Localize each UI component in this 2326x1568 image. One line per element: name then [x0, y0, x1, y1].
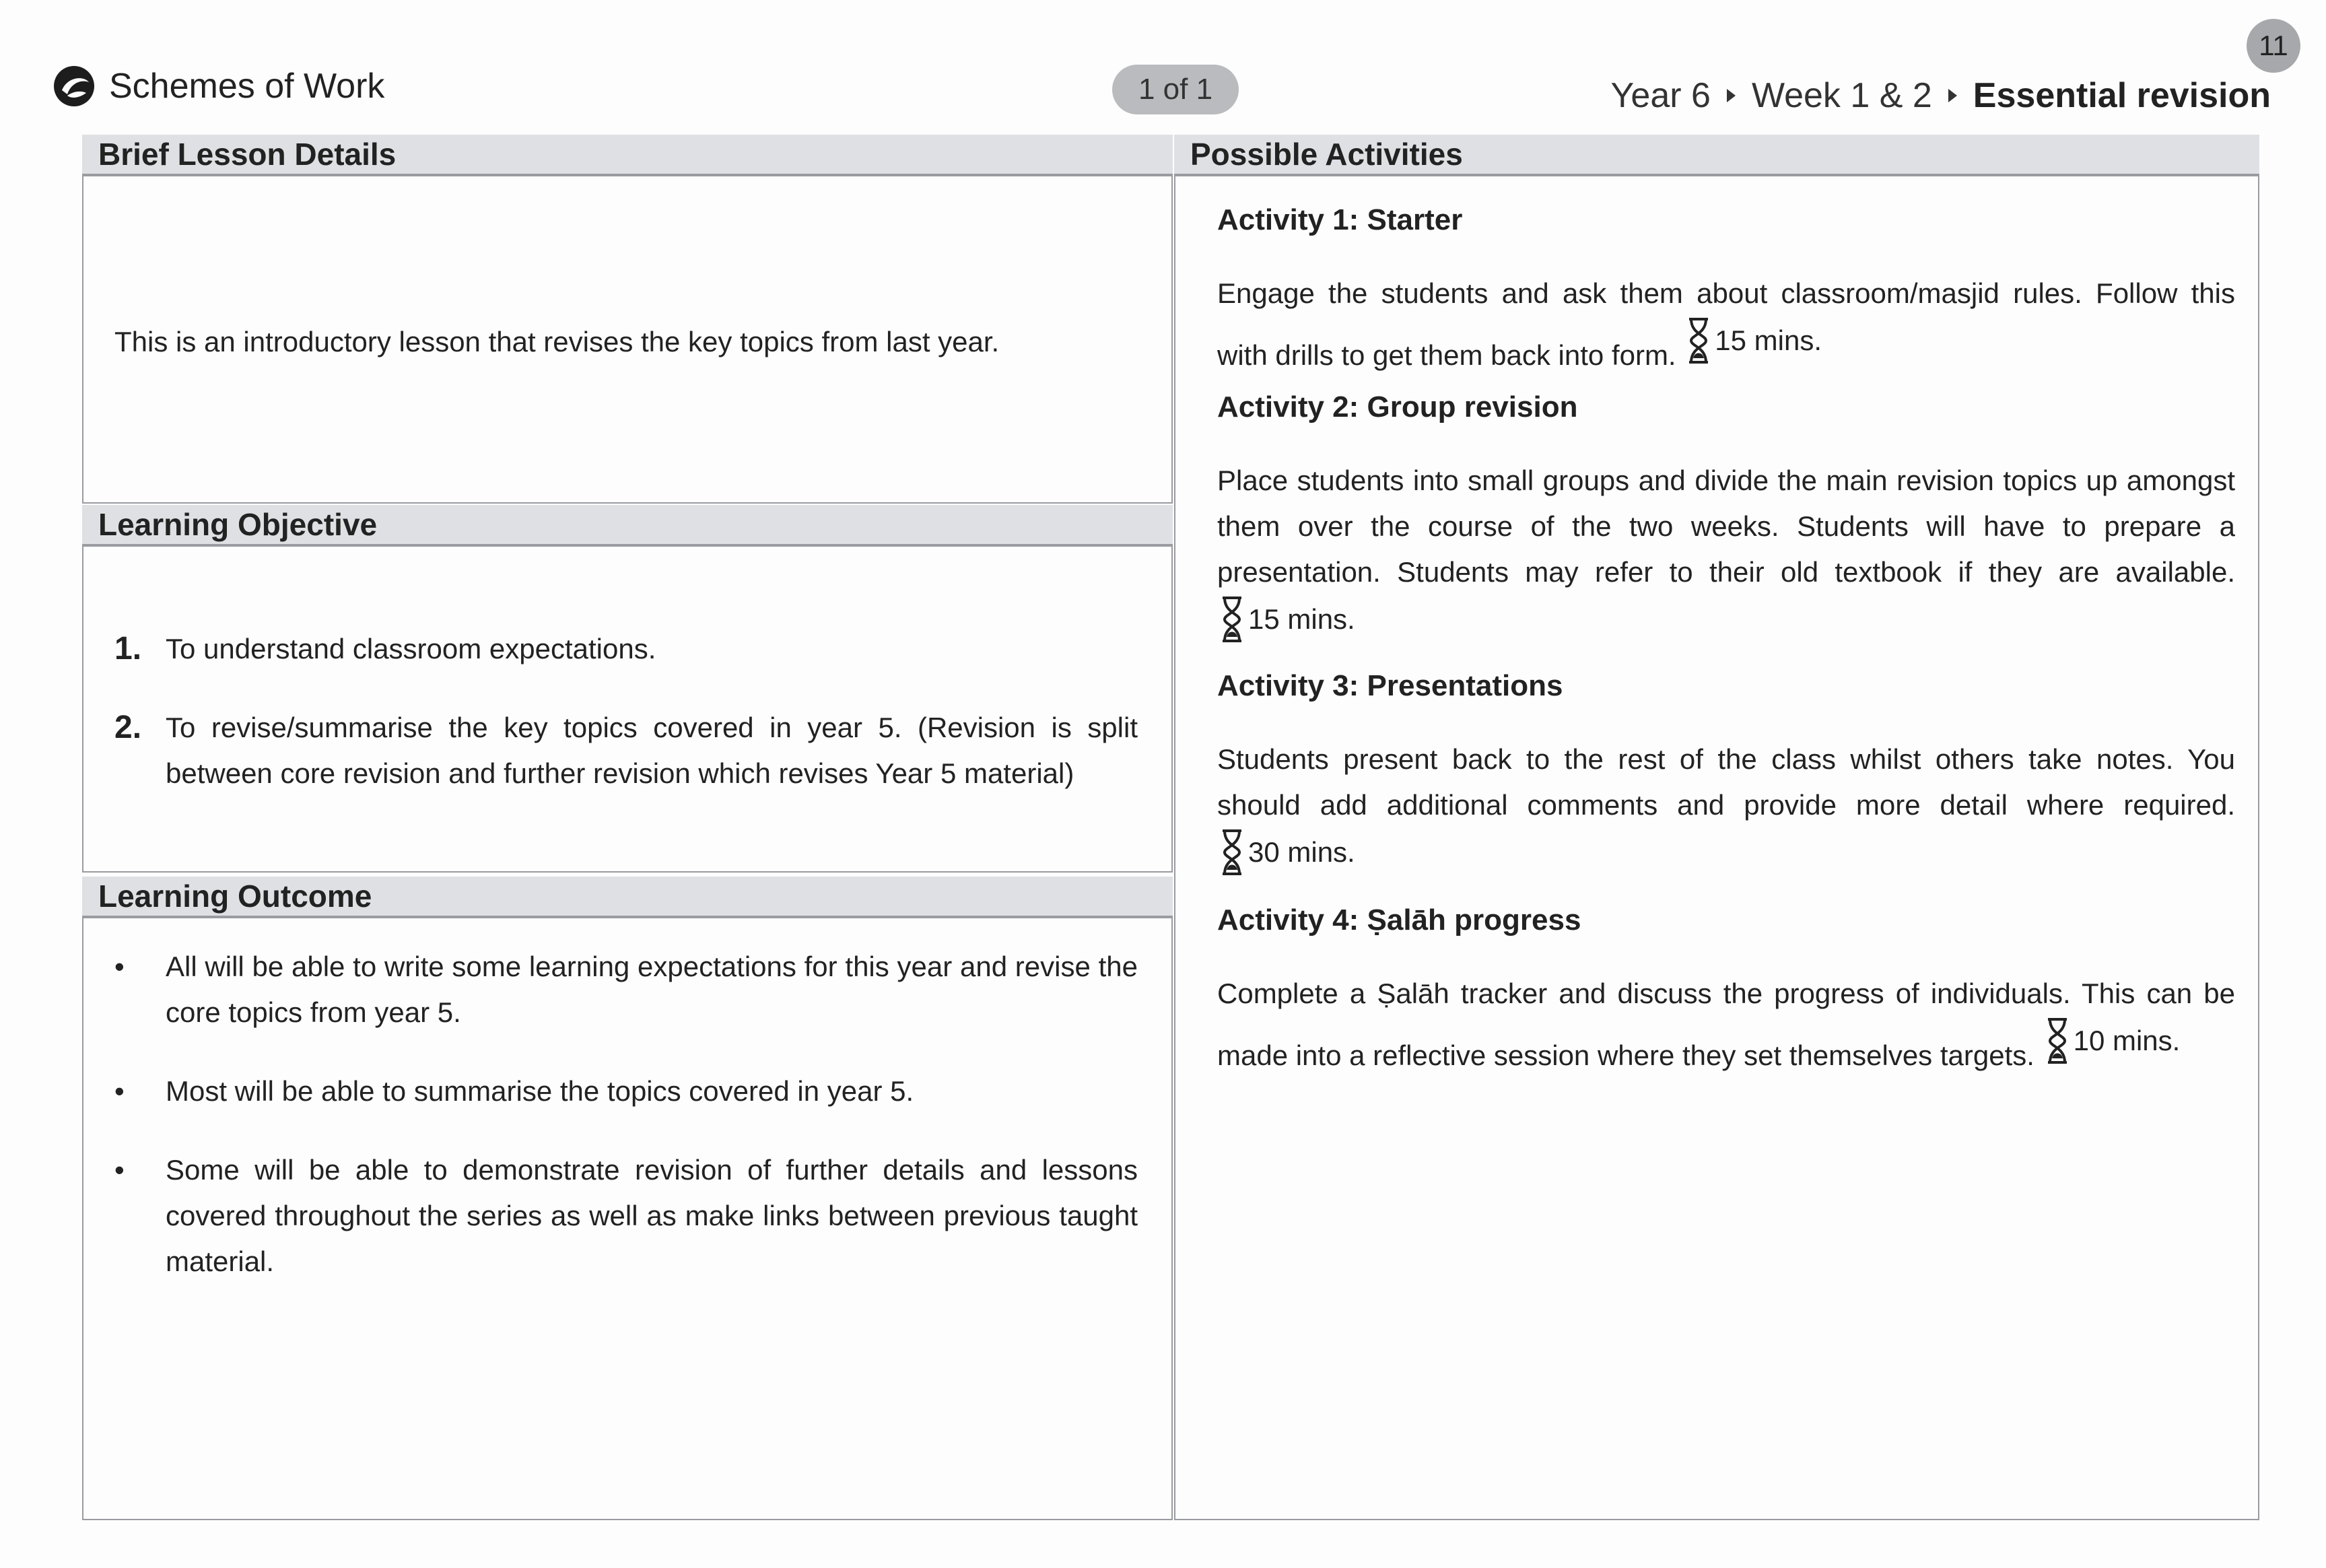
activity-timer — [1217, 595, 1355, 644]
learning-objective-header: Learning Objective — [82, 505, 1173, 545]
outcome-text: All will be able to write some learning expectations for this year and revise the core topics from year 5. — [166, 951, 1138, 1028]
objective-number: 2. — [114, 710, 142, 745]
activity-time: 15 mins. — [1715, 325, 1822, 356]
activity-title: Activity 2: Group revision — [1217, 390, 1578, 423]
possible-activities-header: Possible Activities — [1174, 135, 2259, 175]
breadcrumb — [1611, 75, 2271, 116]
brand-name: Schemes of Work — [109, 67, 385, 106]
activity-text: Place students into small groups and divide the main revision topics up amongst them over the course of the two weeks. Students will have to prepare a presentation. Students may refer to their old textbook if they are available. — [1217, 465, 2235, 588]
hourglass-icon — [1685, 316, 1712, 365]
hourglass-icon — [1219, 828, 1245, 877]
activity-title: Activity 1: Starter — [1217, 203, 1463, 236]
page-indicator: 1 of 1 — [1112, 65, 1239, 114]
activity-body — [1217, 737, 2235, 890]
activity-body — [1217, 971, 2235, 1079]
activity-time: 30 mins. — [1248, 836, 1355, 868]
activity-text: Students present back to the rest of the class whilst others take notes. You should add additional comments and provide more detail where required. — [1217, 743, 2235, 821]
activity-body — [1217, 271, 2235, 378]
bullet: • — [114, 1075, 125, 1107]
objective-item — [114, 705, 1138, 796]
breadcrumb-year: Year 6 — [1610, 76, 1711, 115]
breadcrumb-week: Week 1 & 2 — [1751, 76, 1932, 115]
breadcrumb-current: Essential revision — [1973, 76, 2271, 115]
outcome-item — [114, 1147, 1138, 1285]
hourglass-icon — [1219, 595, 1245, 644]
activity-text: Engage the students and ask them about classroom/masjid rules. Follow this with drills to get them back into form. — [1217, 277, 2235, 371]
activity-timer — [1217, 828, 1355, 877]
bullet: • — [114, 951, 125, 982]
page-number: 11 — [2247, 19, 2300, 73]
outcome-item — [114, 944, 1138, 1035]
brand-logo-icon — [53, 65, 96, 108]
outcome-text: Some will be able to demonstrate revision of further details and lessons covered throughout the series as well as make links between previous taught material. — [166, 1154, 1138, 1277]
activity-text: Complete a Ṣalāh tracker and discuss the progress of individuals. This can be made into a reflective session where they set themselves targets. — [1217, 978, 2235, 1071]
activity-time: 15 mins. — [1248, 603, 1355, 635]
brief-lesson-header: Brief Lesson Details — [82, 135, 1173, 175]
learning-outcome-header: Learning Outcome — [82, 877, 1173, 917]
activity-timer — [1684, 316, 1822, 365]
activity-body — [1217, 458, 2235, 657]
activity-title: Activity 3: Presentations — [1217, 669, 1563, 702]
activity-timer — [2043, 1017, 2181, 1065]
outcome-item — [114, 1068, 1138, 1114]
activity-title: Activity 4: Ṣalāh progress — [1217, 904, 1581, 936]
caret-right-icon — [1948, 89, 1957, 102]
activity-time: 10 mins. — [2073, 1025, 2181, 1056]
brief-lesson-text: This is an introductory lesson that revises the key topics from last year. — [114, 326, 1000, 357]
bullet: • — [114, 1154, 125, 1186]
hourglass-icon — [2044, 1017, 2071, 1065]
objective-item — [114, 626, 1138, 672]
brand — [53, 65, 384, 108]
objective-number: 1. — [114, 631, 142, 667]
objective-text: To revise/summarise the key topics covered in year 5. (Revision is split between core revision and further revision which revises Year 5 material) — [166, 712, 1138, 789]
objective-text: To understand classroom expectations. — [166, 633, 656, 664]
outcome-text: Most will be able to summarise the topics covered in year 5. — [166, 1075, 914, 1107]
caret-right-icon — [1727, 89, 1736, 102]
